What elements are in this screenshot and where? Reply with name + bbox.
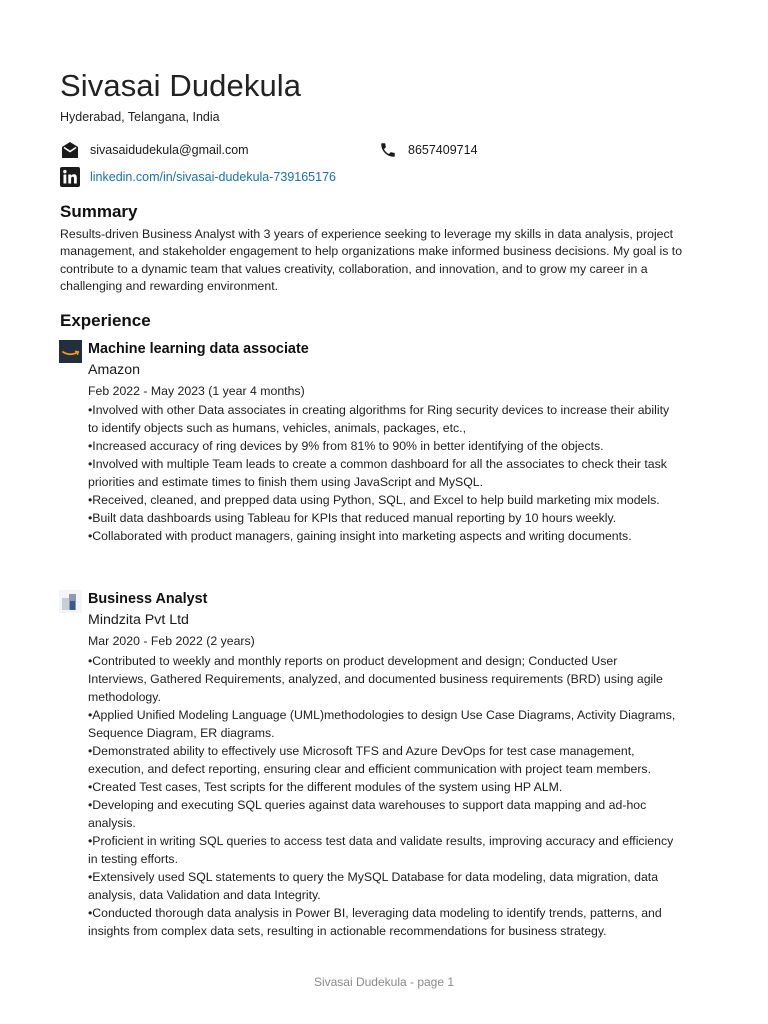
summary-text: Results-driven Business Analyst with 3 years of experience seeking to leverage my skills in data analysis, project management, and stakeholder engagement to help organizations make informed business decisions. My goal is to contribute to a dynamic team that values creativity, collaboration, and innovation, and to grow my career in a challenging and rewarding environment.	[60, 227, 683, 294]
linkedin-row	[59, 166, 336, 188]
job-bullets	[88, 652, 678, 940]
job-bullet: •Collaborated with product managers, gaining insight into marketing aspects and writing documents.	[88, 529, 632, 543]
company-name: Mindzita Pvt Ltd	[88, 612, 189, 628]
job-bullet: •Extensively used SQL statements to query the MySQL Database for data modeling, data migration, data analysis, data Validation and data Integrity.	[88, 870, 659, 902]
linkedin-icon	[59, 166, 81, 188]
mindzita-logo-icon	[59, 590, 82, 613]
job-bullet: •Received, cleaned, and prepped data using Python, SQL, and Excel to help build marketing mix models.	[88, 493, 660, 507]
job-bullet: •Created Test cases, Test scripts for the different modules of the system using HP ALM.	[88, 780, 563, 794]
job-bullet: •Developing and executing SQL queries against data warehouses to support data mapping and ad-hoc analysis.	[88, 798, 647, 830]
job-bullet: •Contributed to weekly and monthly reports on product development and design; Conducted User Interviews, Gathered Requirements, analyzed, and documented business requirements (BRD) using agile methodology.	[88, 654, 663, 704]
phone-text: 8657409714	[408, 143, 478, 157]
page-footer: Sivasai Dudekula - page 1	[313, 975, 455, 989]
email-text: sivasaidudekula@gmail.com	[90, 143, 249, 157]
job-bullet: •Involved with other Data associates in creating algorithms for Ring security devices to increase their ability to identify objects such as humans, vehicles, animals, packages, etc.,	[88, 403, 670, 435]
job-bullet: •Increased accuracy of ring devices by 9% from 81% to 90% in better identifying of the objects.	[88, 439, 604, 453]
amazon-logo-icon	[59, 340, 82, 363]
phone-row	[377, 139, 478, 161]
job-bullet: •Proficient in writing SQL queries to access test data and validate results, improving accuracy and efficiency in testing efforts.	[88, 834, 674, 866]
job-bullets	[88, 401, 678, 545]
company-name: Amazon	[88, 362, 141, 378]
job-bullet: •Demonstrated ability to effectively use Microsoft TFS and Azure DevOps for test case management, execution, and defect reporting, ensuring clear and efficient communication with project team members.	[88, 744, 651, 776]
email-row	[59, 139, 249, 161]
email-icon	[59, 139, 81, 161]
job-bullet: •Conducted thorough data analysis in Power BI, leveraging data modeling to identify trends, patterns, and insights from complex data sets, resulting in actionable recommendations for business strategy.	[88, 906, 662, 938]
job-bullet: •Applied Unified Modeling Language (UML)methodologies to design Use Case Diagrams, Activity Diagrams, Sequence Diagram, ER diagrams.	[88, 708, 676, 740]
job-bullet: •Built data dashboards using Tableau for KPIs that reduced manual reporting by 10 hours weekly.	[88, 511, 617, 525]
job-bullet: •Involved with multiple Team leads to create a common dashboard for all the associates to check their task priorities and estimate times to finish them using JavaScript and MySQL.	[88, 457, 667, 489]
experience-heading: Experience	[60, 311, 151, 330]
job-dates: Mar 2020 - Feb 2022 (2 years)	[88, 634, 255, 648]
job-dates: Feb 2022 - May 2023 (1 year 4 months)	[88, 384, 305, 398]
linkedin-link[interactable]: linkedin.com/in/sivasai-dudekula-739165176	[90, 170, 336, 184]
summary-heading: Summary	[60, 202, 138, 221]
candidate-location: Hyderabad, Telangana, India	[60, 110, 220, 124]
phone-icon	[377, 139, 399, 161]
candidate-name: Sivasai Dudekula	[60, 68, 302, 103]
job-title: Business Analyst	[88, 591, 208, 607]
job-title: Machine learning data associate	[88, 341, 309, 357]
